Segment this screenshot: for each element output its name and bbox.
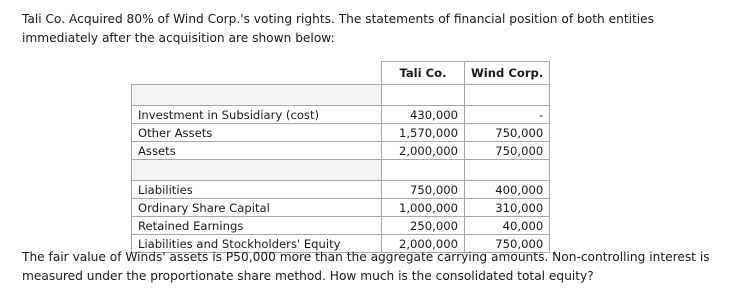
wind-value: 750,000 [465, 124, 550, 142]
tali-value: 2,000,000 [382, 142, 465, 160]
header-wind: Wind Corp. [465, 62, 550, 85]
wind-value: 310,000 [465, 199, 550, 217]
row-label: Assets [132, 142, 382, 160]
tali-value: 1,000,000 [382, 199, 465, 217]
table-row [132, 142, 550, 160]
row-label: Other Assets [132, 124, 382, 142]
wind-value: 40,000 [465, 217, 550, 235]
table-row [132, 199, 550, 217]
wind-value: - [465, 106, 550, 124]
spacer-row [132, 85, 550, 106]
table-row [132, 217, 550, 235]
financial-position-table [131, 61, 550, 253]
wind-value: 750,000 [465, 235, 550, 253]
tali-value: 1,570,000 [382, 124, 465, 142]
wind-value: 750,000 [465, 142, 550, 160]
intro-paragraph: Tali Co. Acquired 80% of Wind Corp.'s voting rights. The statements of financial position of both entities immediately after the acquisition are shown below: [22, 12, 654, 45]
header-row [132, 62, 550, 85]
table-row [132, 106, 550, 124]
row-label: Liabilities [132, 181, 382, 199]
header-tali: Tali Co. [382, 62, 465, 85]
tali-value: 250,000 [382, 217, 465, 235]
tali-value: 2,000,000 [382, 235, 465, 253]
row-label: Ordinary Share Capital [132, 199, 382, 217]
spacer-row [132, 160, 550, 181]
table-row [132, 124, 550, 142]
wind-value: 400,000 [465, 181, 550, 199]
table-row [132, 181, 550, 199]
question-paragraph: The fair value of Winds' assets is P50,000 more than the aggregate carrying amounts. Non-controlling interest is measured under the proportionate share method. How much is the consolidated total equity? [22, 250, 710, 283]
row-label: Retained Earnings [132, 217, 382, 235]
row-label: Liabilities and Stockholders' Equity [132, 235, 382, 253]
tali-value: 430,000 [382, 106, 465, 124]
header-blank [132, 62, 382, 85]
row-label: Investment in Subsidiary (cost) [132, 106, 382, 124]
tali-value: 750,000 [382, 181, 465, 199]
